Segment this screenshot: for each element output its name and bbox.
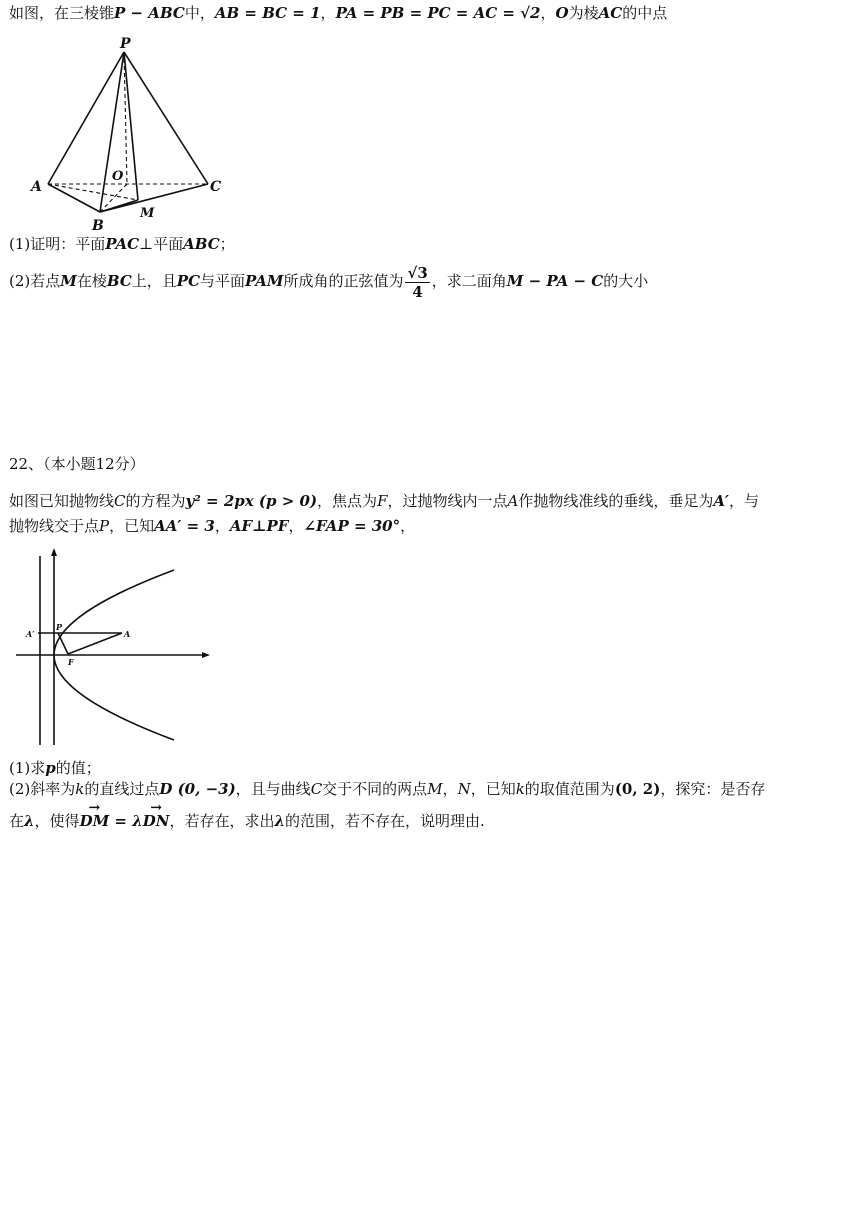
text: ，求二面角 [431, 272, 507, 290]
text: 所成角的正弦值为 [283, 272, 404, 290]
text: (2)若点 [9, 272, 61, 290]
label-P: P [56, 622, 63, 632]
text: ， [214, 517, 230, 535]
text: 的大小 [603, 272, 649, 290]
text: (2)斜率为 [9, 780, 76, 798]
q22-stem-line2 [9, 515, 415, 537]
math: AB = BC = 1 [214, 4, 321, 22]
math: AA′ = 3 [154, 517, 215, 535]
q22-part2-line1 [9, 778, 765, 800]
text: ，过抛物线内一点 [387, 492, 508, 510]
math: PAC [105, 235, 140, 253]
text: ， [400, 517, 416, 535]
text: 如图，在三棱锥 [9, 4, 115, 22]
text: ，若存在，求出 [169, 812, 275, 830]
text: ； [219, 235, 235, 253]
q21-part1 [9, 233, 235, 255]
text: 的直线过点 [84, 780, 160, 798]
math: O [555, 4, 569, 22]
text: 如图已知抛物线 [9, 492, 115, 510]
label-A-prime: A′ [26, 629, 35, 639]
text: 作抛物线准线的垂线，垂足为 [518, 492, 714, 510]
text: 的值； [55, 759, 101, 777]
math: p [45, 759, 56, 777]
text: ，焦点为 [317, 492, 378, 510]
math: ∠FAP = 30° [303, 517, 401, 535]
fraction [405, 264, 429, 301]
text: 在 [9, 812, 25, 830]
text: 抛物线交于点 [9, 517, 100, 535]
text: ， [540, 4, 556, 22]
text: 的方程为 [125, 492, 186, 510]
math: AF⊥PF [229, 517, 289, 535]
text: ⊥平面 [139, 235, 184, 253]
label-F: F [68, 657, 74, 667]
math: A [507, 492, 519, 510]
text: 交于不同的两点 [322, 780, 428, 798]
math: N [457, 780, 471, 798]
text: ，与 [728, 492, 759, 510]
text: 中， [184, 4, 215, 22]
text: (1)求 [9, 759, 46, 777]
math: λ [24, 812, 35, 830]
text: 的范围，若不存在，说明理由. [284, 812, 485, 830]
math: y² = 2px (p > 0) [185, 492, 318, 510]
math: M − PA − C [506, 272, 604, 290]
pyramid-figure [28, 34, 228, 234]
math: BC [106, 272, 132, 290]
label-O: O [112, 169, 124, 184]
math: C [114, 492, 126, 510]
fraction-numerator: √3 [407, 263, 428, 282]
math: k [515, 780, 525, 798]
math: C [310, 780, 323, 798]
text: ， [288, 517, 304, 535]
math: PAM [245, 272, 284, 290]
math: = λ [109, 812, 143, 830]
math: P [99, 517, 110, 535]
text: 上，且 [131, 272, 177, 290]
text: ， [442, 780, 458, 798]
text: 的中点 [622, 4, 668, 22]
math: F [377, 492, 388, 510]
text: ，已知 [470, 780, 516, 798]
text: 为棱 [568, 4, 599, 22]
math: M [427, 780, 443, 798]
math: λ [274, 812, 285, 830]
text: ，且与曲线 [235, 780, 311, 798]
q22-stem-line1 [9, 490, 759, 512]
text: ，已知 [109, 517, 155, 535]
vector-DN: → DN [143, 810, 170, 832]
label-C: C [210, 179, 222, 195]
math: P − ABC [114, 4, 185, 22]
math: ABC [183, 235, 220, 253]
q22-part1 [9, 757, 101, 779]
math: AC [598, 4, 623, 22]
math: PA = PB = PC = AC = √2 [335, 4, 541, 22]
text: ，探究：是否存 [660, 780, 766, 798]
text: 的取值范围为 [524, 780, 615, 798]
label-P: P [120, 36, 131, 52]
q22-part2-line2 [9, 810, 485, 832]
label-M: M [140, 206, 155, 221]
vector-DM: → DM [80, 810, 110, 832]
q21-stem [9, 2, 667, 24]
math: k [75, 780, 85, 798]
text: ， [320, 4, 336, 22]
q22-header: 22、（本小题12分） [9, 455, 145, 473]
math: (0, 2) [614, 780, 661, 798]
text: (1)证明：平面 [9, 235, 106, 253]
parabola-figure [14, 546, 214, 746]
label-B: B [92, 218, 104, 234]
text: 在棱 [76, 272, 107, 290]
math: D (0, −3) [159, 780, 236, 798]
text: 与平面 [200, 272, 246, 290]
fraction-denominator: 4 [412, 282, 423, 301]
q21-part2 [9, 262, 648, 301]
math: PC [176, 272, 201, 290]
label-A: A [31, 179, 42, 195]
math: A′ [713, 492, 729, 510]
math: M [60, 272, 77, 290]
label-A: A [124, 629, 131, 639]
text: ，使得 [34, 812, 80, 830]
